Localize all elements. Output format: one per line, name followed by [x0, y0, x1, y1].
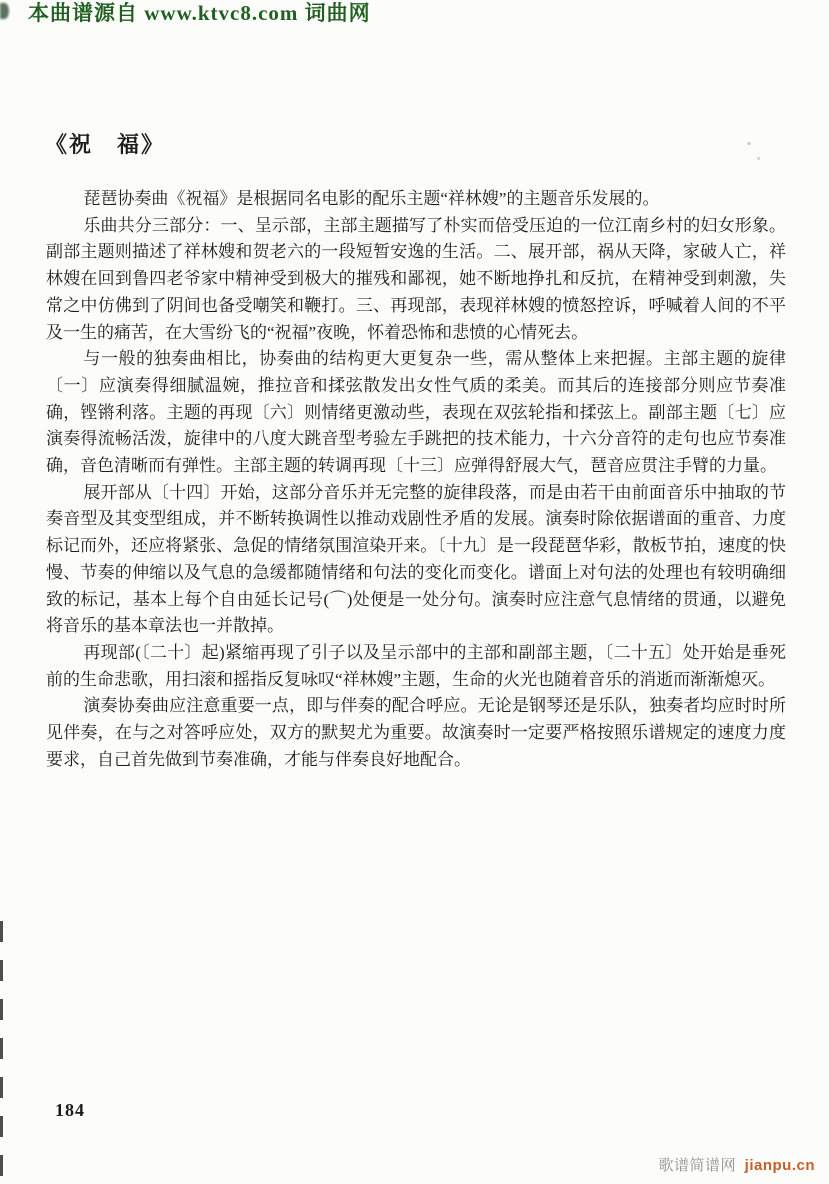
article-body: [46, 186, 786, 773]
watermark-bottom-site-url: jianpu.cn: [744, 1157, 815, 1174]
paragraph: 展开部从〔十四〕开始，这部分音乐并无完整的旋律段落，而是由若干由前面音乐中抽取的节奏音型及其变型组成，并不断转换调性以推动戏剧性矛盾的发展。演奏时除依据谱面的重音、力度标记而外，还应将紧张、急促的情绪氛围渲染开来。〔十九〕是一段琵琶华彩，散板节拍，速度的快慢、节奏的伸缩以及气息的急缓都随情绪和句法的变化而变化。谱面上对句法的处理也有较明确细致的标记，基本上每个自由延长记号(⌒)处便是一处分句。演奏时应注意气息情绪的贯通，以避免将音乐的基本章法也一并散掉。: [46, 482, 786, 636]
paragraph: 与一般的独奏曲相比，协奏曲的结构更大更复杂一些，需从整体上来把握。主部主题的旋律〔一〕应演奏得细腻温婉，推拉音和揉弦散发出女性气质的柔美。而其后的连接部分则应节奏准确，铿锵利落。主题的再现〔六〕则情绪更激动些，表现在双弦轮指和揉弦上。副部主题〔七〕应演奏得流畅活泼，旋律中的八度大跳音型考验左手跳把的技术能力，十六分音符的走句也应节奏准确，音色清晰而有弹性。主部主题的转调再现〔十三〕应弹得舒展大气，琶音应贯注手臂的力量。: [46, 349, 786, 476]
watermark-top-text: 本曲谱源自 www.ktvc8.com 词曲网: [28, 1, 371, 25]
watermark-top: [28, 1, 371, 25]
paragraph: 乐曲共分三部分：一、呈示部，主部主题描写了朴实而倍受压迫的一位江南乡村的妇女形象。副部主题则描述了祥林嫂和贺老六的一段短暂安逸的生活。二、展开部，祸从天降，家破人亡，祥林嫂在回到鲁四老爷家中精神受到极大的摧残和鄙视，她不断地挣扎和反抗，在精神受到刺激，失常之中仿佛到了阴间也备受嘲笑和鞭打。三、再现部，表现祥林嫂的愤怒控诉，呼喊着人间的不平及一生的痛苦，在大雪纷飞的“祝福”夜晚，怀着恐怖和悲愤的心情死去。: [46, 215, 786, 342]
scan-speck: [747, 142, 751, 145]
page-title: 《祝 福》: [45, 132, 166, 157]
paragraph: 琵琶协奏曲《祝福》是根据同名电影的配乐主题“祥林嫂”的主题音乐发展的。: [83, 189, 660, 208]
scan-artifact-corner-smudge: [0, 3, 9, 19]
watermark-bottom-site-name: 歌谱简谱网: [658, 1157, 736, 1174]
paragraph: 再现部(〔二十〕起)紧缩再现了引子以及呈示部中的主部和副部主题，〔二十五〕处开始是垂死前的生命悲歌，用扫滚和摇指反复咏叹“祥林嫂”主题，生命的火光也随着音乐的消逝而渐渐熄灭。: [46, 642, 786, 689]
paragraph: 演奏协奏曲应注意重要一点，即与伴奏的配合呼应。无论是钢琴还是乐队，独奏者均应时时所见伴奏，在与之对答呼应处，双方的默契尤为重要。故演奏时一定要严格按照乐谱规定的速度力度要求，自己首先做到节奏准确，才能与伴奏良好地配合。: [46, 696, 786, 769]
page-number: 184: [55, 1100, 85, 1120]
watermark-bottom: [658, 1154, 815, 1175]
scan-speck: [757, 157, 760, 160]
scan-artifact-left-edge: [0, 921, 3, 1184]
